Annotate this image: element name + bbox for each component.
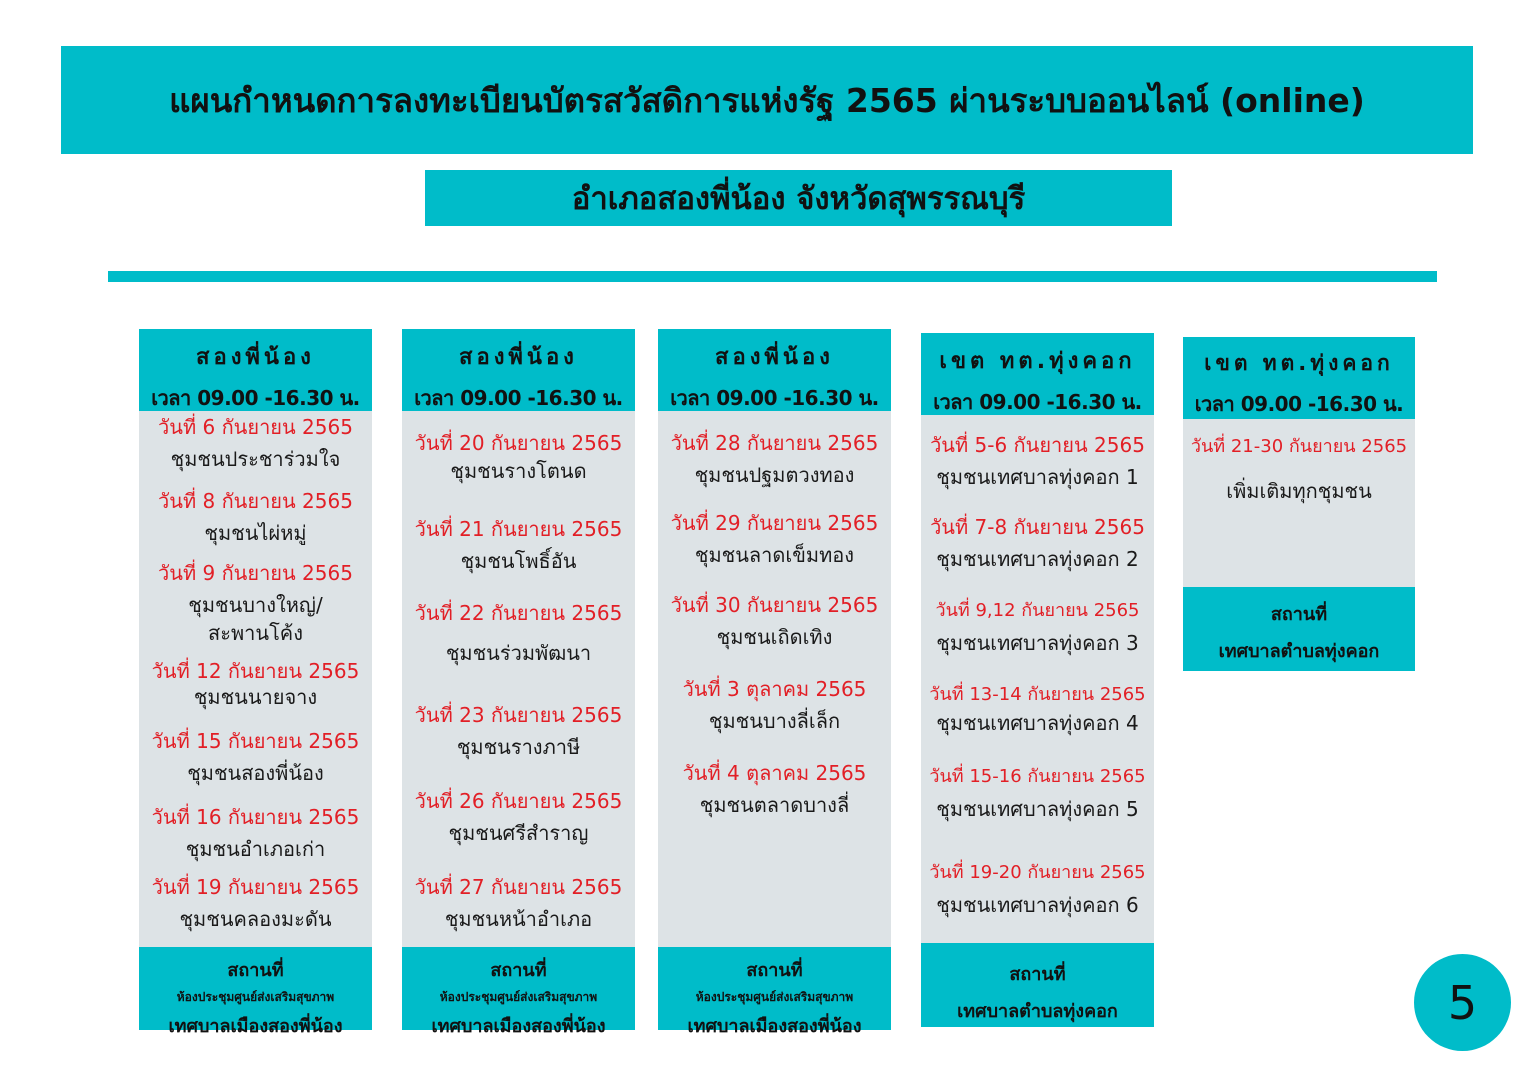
divider-line [108,271,1437,282]
entry-community: ชุมชนรางโตนด [450,459,587,483]
entry-community: ชุมชนร่วมพัฒนา [445,641,592,665]
schedule-entry [921,765,1154,861]
location-place: เทศบาลเมืองสองพี่น้อง [431,1016,606,1037]
column-time: เวลา 09.00 -16.30 น. [1194,392,1404,416]
page-number: 5 [1447,975,1478,1030]
schedule-entry [921,599,1154,683]
column-time: เวลา 09.00 -16.30 น. [151,386,360,410]
entry-date: วันที่ 5-6 กันยายน 2565 [930,433,1145,457]
column-title: เขต ทต.ทุ่งคอก [1204,351,1394,375]
location-label: สถานที่ [746,960,803,981]
entry-community: ชุมชนปฐมตวงทอง [694,463,855,487]
location-label: สถานที่ [227,960,284,981]
schedule-entry [658,431,891,511]
entry-community: ชุมชนบางลี่เล็ก [708,709,841,733]
column-title: สองพี่น้อง [196,345,315,370]
entry-community: ชุมชนประชาร่วมใจ [170,447,341,471]
column-title: สองพี่น้อง [715,345,834,370]
location-room: ห้องประชุมศูนย์ส่งเสริมสุขภาพ [695,990,854,1004]
entry-community: ชุมชนเทศบาลทุ่งคอก 2 [936,547,1139,571]
entry-date: วันที่ 15-16 กันยายน 2565 [929,766,1146,787]
location-room: ห้องประชุมศูนย์ส่งเสริมสุขภาพ [176,990,335,1004]
entry-community: ชุมชนเทศบาลทุ่งคอก 5 [936,797,1139,821]
schedule-entry [921,861,1154,941]
schedule-entry [921,433,1154,515]
entry-community: เพิ่มเติมทุกชุมชน [1226,479,1372,503]
schedule-entry [402,517,635,601]
entry-date: วันที่ 9,12 กันยายน 2565 [935,600,1140,621]
entry-date: วันที่ 19-20 กันยายน 2565 [929,862,1146,883]
location-label: สถานที่ [490,960,547,981]
entry-community: ชุมชนสองพี่น้อง [187,761,324,785]
schedule-entry [139,415,372,489]
location-footer [139,947,372,1037]
schedule-entry [658,677,891,761]
entry-community: ชุมชนรางภาษี [456,735,581,759]
entry-date: วันที่ 23 กันยายน 2565 [414,703,623,727]
entry-community: ชุมชนหน้าอำเภอ [444,907,593,931]
schedule-entry [1183,435,1415,505]
entry-community: ชุมชนเทศบาลทุ่งคอก 3 [936,631,1139,655]
schedule-entry [658,593,891,677]
schedule-column-4 [921,333,1154,1027]
schedule-entry [139,561,372,659]
location-place: เทศบาลเมืองสองพี่น้อง [687,1016,862,1037]
location-label: สถานที่ [1270,604,1328,625]
entry-date: วันที่ 7-8 กันยายน 2565 [930,515,1145,539]
location-place: เทศบาลตำบลทุ่งคอก [957,1001,1118,1022]
schedule-entry [658,761,891,841]
location-footer [658,947,891,1037]
schedule-entry [402,703,635,789]
location-place: เทศบาลเมืองสองพี่น้อง [168,1016,343,1037]
entry-date: วันที่ 13-14 กันยายน 2565 [929,684,1146,705]
location-footer [921,943,1154,1027]
column-body [921,415,1154,943]
schedule-entry [402,431,635,517]
entry-community: ชุมชนไผ่หมู่ [204,521,307,545]
column-body [658,411,891,947]
entry-date: วันที่ 9 กันยายน 2565 [158,561,353,585]
entry-community: ชุมชนอำเภอเก่า [185,837,326,861]
entry-community: ชุมชนลาดเข็มทอง [694,543,855,567]
entry-date: วันที่ 12 กันยายน 2565 [151,659,360,683]
entry-date: วันที่ 15 กันยายน 2565 [151,729,360,753]
entry-date: วันที่ 19 กันยายน 2565 [151,875,360,899]
schedule-entry [139,489,372,561]
entry-date: วันที่ 27 กันยายน 2565 [414,875,623,899]
column-header [658,329,891,411]
entry-community: ชุมชนโพธิ์อัน [460,549,577,573]
column-title: สองพี่น้อง [459,345,578,370]
column-body [139,411,372,947]
schedule-entry [139,805,372,875]
entry-community: ชุมชนเทศบาลทุ่งคอก 4 [936,711,1139,735]
column-header [402,329,635,411]
location-label: สถานที่ [1009,964,1066,985]
entry-date: วันที่ 21-30 กันยายน 2565 [1190,436,1408,457]
entry-date: วันที่ 26 กันยายน 2565 [414,789,623,813]
entry-community: ชุมชนคลองมะดัน [179,907,332,931]
schedule-entry [402,875,635,945]
entry-community: ชุมชนเทศบาลทุ่งคอก 6 [936,893,1139,917]
entry-date: วันที่ 20 กันยายน 2565 [414,431,623,455]
entry-community: ชุมชนบางใหญ่/ สะพานโค้ง [188,593,323,645]
column-header [921,333,1154,415]
entry-community: ชุมชนศรีสำราญ [448,821,589,845]
column-header [1183,337,1415,419]
entry-date: วันที่ 22 กันยายน 2565 [414,601,623,625]
column-time: เวลา 09.00 -16.30 น. [414,386,623,410]
schedule-entry [139,659,372,729]
schedule-entry [139,729,372,805]
entry-community: ชุมชนเถิดเทิง [716,625,833,649]
entry-date: วันที่ 29 กันยายน 2565 [670,511,879,535]
schedule-entry [921,515,1154,599]
column-body [1183,419,1415,587]
entry-community: ชุมชนตลาดบางลี่ [699,793,850,817]
column-header [139,329,372,411]
schedule-column-5 [1183,337,1415,671]
entry-date: วันที่ 4 ตุลาคม 2565 [682,761,867,785]
schedule-column-1 [139,329,372,1037]
column-body [402,411,635,947]
entry-date: วันที่ 6 กันยายน 2565 [158,415,353,439]
column-title: เขต ทต.ทุ่งคอก [939,349,1136,374]
entry-date: วันที่ 8 กันยายน 2565 [158,489,353,513]
schedule-entry [658,511,891,593]
location-footer [1183,587,1415,671]
location-room: ห้องประชุมศูนย์ส่งเสริมสุขภาพ [439,990,598,1004]
schedule-entry [402,601,635,703]
entry-date: วันที่ 16 กันยายน 2565 [151,805,360,829]
title-banner [61,46,1473,154]
column-time: เวลา 09.00 -16.30 น. [670,386,879,410]
entry-community: ชุมชนนายจาง [193,685,318,709]
page-title: แผนกำหนดการลงทะเบียนบัตรสวัสดิการแห่งรัฐ 2565 ผ่านระบบออนไลน์ (online) [169,80,1365,120]
location-footer [402,947,635,1037]
schedule-entry [402,789,635,875]
entry-community: ชุมชนเทศบาลทุ่งคอก 1 [936,465,1139,489]
subtitle-banner [425,170,1172,226]
column-time: เวลา 09.00 -16.30 น. [933,390,1142,414]
schedule-column-3 [658,329,891,1037]
entry-date: วันที่ 3 ตุลาคม 2565 [682,677,867,701]
schedule-entry [139,875,372,945]
entry-date: วันที่ 30 กันยายน 2565 [670,593,879,617]
location-place: เทศบาลตำบลทุ่งคอก [1218,641,1380,662]
page-number-badge [1414,954,1511,1051]
entry-date: วันที่ 21 กันยายน 2565 [414,517,623,541]
entry-date: วันที่ 28 กันยายน 2565 [670,431,879,455]
schedule-column-2 [402,329,635,1037]
schedule-entry [921,683,1154,765]
page-subtitle: อำเภอสองพี่น้อง จังหวัดสุพรรณบุรี [571,181,1026,217]
